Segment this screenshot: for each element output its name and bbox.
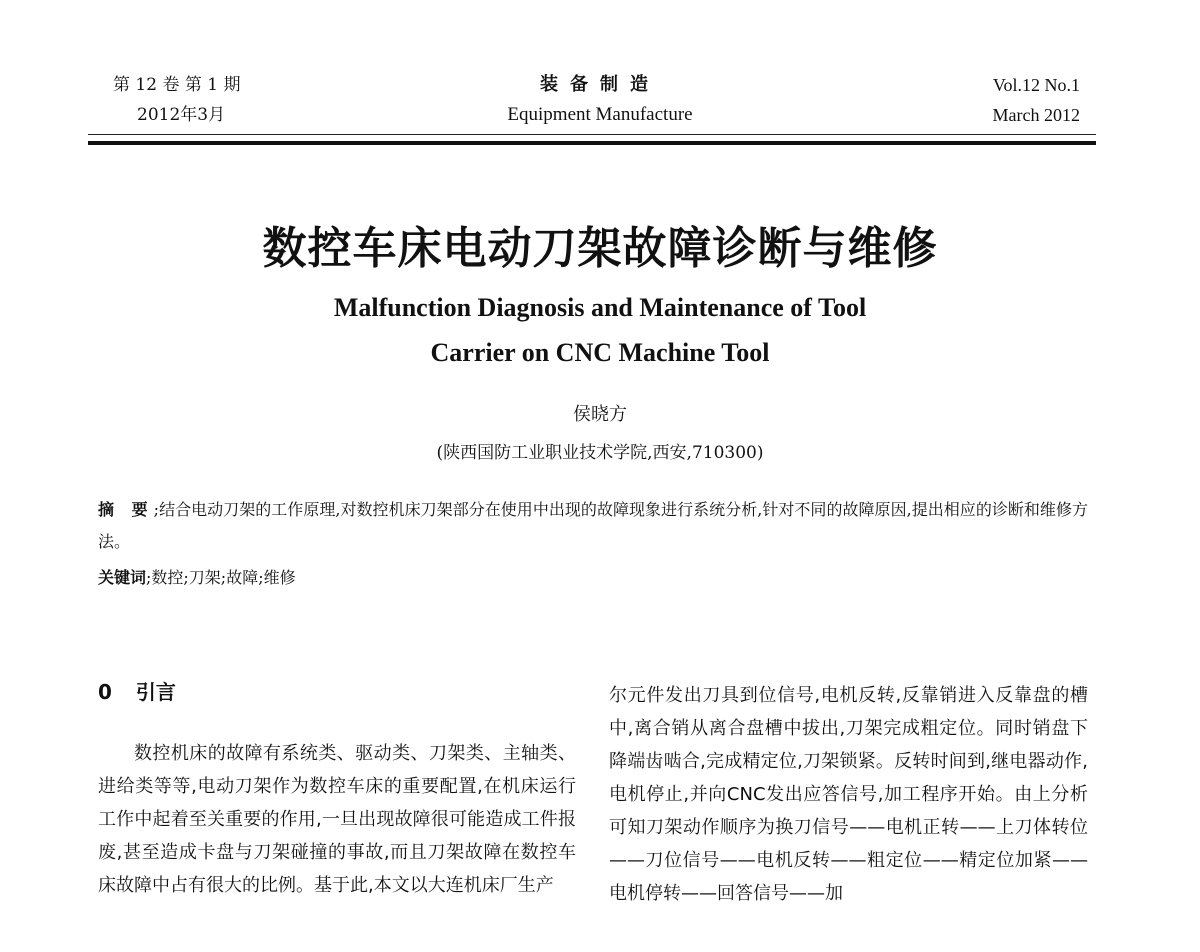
- volume-issue-cn: 第 12 卷 第 1 期: [113, 75, 241, 95]
- body-column-right: [609, 679, 1088, 910]
- body-paragraph-right: 尔元件发出刀具到位信号,电机反转,反靠销进入反靠盘的槽中,离合销从离合盘槽中拔出,刀架完成粗定位。同时销盘下降端齿啮合,完成精定位,刀架锁紧。反转时间到,继电器动作,电机停止,并向CNC发出应答信号,加工程序开始。由上分析可知刀架动作顺序为换刀信号——电机正转——上刀体转位——刀位信号——电机反转——粗定位——精定位加紧——电机停转——回答信号——加: [609, 685, 1088, 904]
- journal-name-cn: 装备制造: [540, 74, 660, 95]
- paper-title-en: [0, 285, 1200, 375]
- paper-title-en-line2: Carrier on CNC Machine Tool: [430, 338, 770, 367]
- abstract-text: ;结合电动刀架的工作原理,对数控机床刀架部分在使用中出现的故障现象进行系统分析,针对不同的故障原因,提出相应的诊断和维修方法。: [98, 500, 1088, 551]
- paper-title-en-line1: Malfunction Diagnosis and Maintenance of Tool: [333, 293, 867, 322]
- journal-name-en: Equipment Manufacture: [507, 104, 693, 125]
- header-right: [993, 70, 1080, 130]
- author: 侯晓方: [573, 404, 627, 425]
- paper-title-cn: 数控车床电动刀架故障诊断与维修: [262, 223, 938, 274]
- section-number: 0: [98, 680, 112, 704]
- abstract-label: 摘 要: [98, 500, 154, 519]
- volume-issue-en: Vol.12 No.1: [992, 75, 1080, 95]
- header-rule-thick: [88, 141, 1096, 145]
- date-cn: 2012年3月: [137, 105, 226, 125]
- abstract: [98, 494, 1088, 558]
- keywords-label: 关键词: [98, 568, 147, 587]
- body-column-left: [98, 737, 576, 902]
- section-title: 引言: [135, 680, 176, 704]
- section-heading: [98, 676, 176, 705]
- keywords: [98, 562, 1088, 594]
- header-rule-thin: [88, 134, 1096, 135]
- date-en: March 2012: [992, 105, 1080, 125]
- body-paragraph-left: 数控机床的故障有系统类、驱动类、刀架类、主轴类、进给类等等,电动刀架作为数控车床的重要配置,在机床运行工作中起着至关重要的作用,一旦出现故障很可能造成工件报废,甚至造成卡盘与刀架碰撞的事故,而且刀架故障在数控车床故障中占有很大的比例。基于此,本文以大连机床厂生产: [98, 743, 576, 896]
- affiliation: (陕西国防工业职业技术学院,西安,710300): [436, 443, 764, 463]
- keywords-text: ;数控;刀架;故障;维修: [146, 568, 296, 587]
